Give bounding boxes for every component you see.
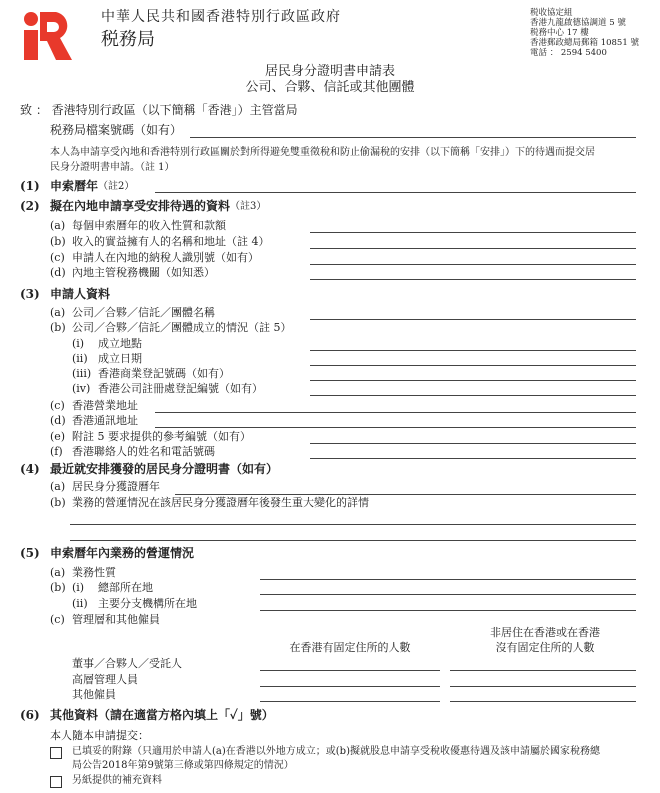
item-key: (a)	[50, 480, 66, 493]
nonresident-count-field[interactable]	[450, 701, 636, 702]
input-line[interactable]	[310, 248, 636, 249]
item-label: 主要分支機構所在地	[98, 597, 197, 610]
input-line[interactable]	[155, 427, 636, 428]
item-label: 每個申索曆年的收入性質和款額	[72, 219, 226, 232]
item-key: (i)	[72, 337, 85, 350]
section-title: 申索曆年內業務的營運情況	[50, 546, 195, 560]
section-title: 申索曆年	[50, 179, 99, 193]
option-label: 另紙提供的補充資料	[72, 775, 162, 786]
option-label: 已填妥的附錄（只適用於申請人(a)在香港以外地方成立；或(b)擬就股息申請享受稅收優惠待遇及該申請屬於國家稅務總	[72, 746, 600, 757]
resident-count-field[interactable]	[260, 686, 440, 687]
ird-logo	[20, 10, 72, 60]
section-number: (6)	[20, 708, 40, 722]
section-number: (1)	[20, 179, 40, 193]
item-label: 成立日期	[98, 352, 142, 365]
item-label: 成立地點	[98, 337, 142, 350]
item-key: (b)	[50, 496, 66, 509]
item-label: 香港公司註冊處登記編號（如有）	[98, 382, 263, 395]
input-line[interactable]	[310, 458, 636, 459]
item-key: (f)	[50, 445, 63, 458]
form-subtitle: 公司、合夥、信託或其他團體	[245, 80, 415, 95]
input-line[interactable]	[260, 594, 636, 595]
file-no-field[interactable]	[190, 137, 636, 138]
item-label: 公司／合夥／信託／團體名稱	[72, 306, 215, 319]
item-label: 公司／合夥／信託／團體成立的情況（註 5）	[72, 321, 292, 334]
claim-year-field[interactable]	[155, 192, 636, 193]
staff-row-label: 高層管理人員	[72, 673, 138, 686]
item-key: (a)	[50, 306, 66, 319]
resident-count-field[interactable]	[260, 701, 440, 702]
item-key: (ii)	[72, 597, 88, 610]
item-key: (i)	[72, 581, 85, 594]
item-key: (c)	[50, 399, 65, 412]
item-key: (ii)	[72, 352, 88, 365]
item-label: 附註 5 要求提供的參考編號（如有）	[72, 430, 251, 443]
staff-row-label: 其他僱員	[72, 688, 116, 701]
section-number: (3)	[20, 287, 40, 301]
item-label: 總部所在地	[98, 581, 153, 594]
form-title: 居民身分證明書申請表	[264, 64, 396, 79]
supplementary-checkbox[interactable]	[50, 776, 62, 788]
input-line[interactable]	[310, 232, 636, 233]
note: （註3）	[230, 201, 267, 212]
input-line[interactable]	[175, 494, 636, 495]
item-label: 內地主管稅務機關（如知悉）	[72, 266, 215, 279]
item-label: 香港通訊地址	[72, 414, 138, 427]
item-key: (a)	[50, 219, 66, 232]
item-key: (b)	[50, 321, 66, 334]
input-line[interactable]	[260, 610, 636, 611]
resident-count-field[interactable]	[260, 670, 440, 671]
input-line[interactable]	[70, 540, 636, 541]
input-line[interactable]	[310, 380, 636, 381]
input-line[interactable]	[310, 443, 636, 444]
input-line[interactable]	[310, 395, 636, 396]
column-header: 沒有固定住所的人數	[495, 641, 595, 654]
addressee: 致 ： 香港特別行政區（以下簡稱「香港」）主管當局	[20, 103, 298, 117]
section-number: (4)	[20, 462, 40, 476]
input-line[interactable]	[310, 365, 636, 366]
column-header: 在香港有固定住所的人數	[289, 641, 411, 654]
item-label: 申請人在內地的納稅人識別號（如有）	[72, 251, 259, 264]
item-key: (a)	[50, 566, 66, 579]
item-label: 居民身分獲證曆年	[72, 480, 160, 493]
section-title: 最近就安排獲發的居民身分證明書（如有）	[50, 462, 279, 476]
item-label: 香港商業登記號碼（如有）	[98, 367, 230, 380]
note: （註2）	[98, 181, 135, 192]
item-key: (iii)	[72, 367, 92, 380]
input-line[interactable]	[310, 279, 636, 280]
item-label: 收入的實益擁有人的名稱和地址（註 4）	[72, 235, 270, 248]
option-label: 局公告2018年第9號第三條或第四條規定的情況）	[72, 760, 294, 771]
item-label: 本人隨本申請提交：	[50, 729, 149, 742]
item-key: (b)	[50, 581, 66, 594]
item-key: (d)	[50, 414, 66, 427]
item-key: (c)	[50, 613, 65, 626]
item-key: (iv)	[72, 382, 91, 395]
nonresident-count-field[interactable]	[450, 670, 636, 671]
input-line[interactable]	[70, 524, 636, 525]
appendix-checkbox[interactable]	[50, 747, 62, 759]
item-key: (d)	[50, 266, 66, 279]
input-line[interactable]	[310, 319, 636, 320]
item-key: (b)	[50, 235, 66, 248]
gov-name: 中華人民共和國香港特別行政區政府	[101, 9, 341, 25]
section-title: 擬在內地申請享受安排待遇的資料	[50, 199, 231, 213]
item-label: 香港聯絡人的姓名和電話號碼	[72, 445, 215, 458]
input-line[interactable]	[310, 264, 636, 265]
input-line[interactable]	[155, 412, 636, 413]
staff-row-label: 董事／合夥人／受託人	[72, 657, 182, 670]
input-line[interactable]	[260, 579, 636, 580]
item-label: 管理層和其他僱員	[72, 613, 160, 626]
section-number: (2)	[20, 199, 40, 213]
item-key: (c)	[50, 251, 65, 264]
item-label: 業務性質	[72, 566, 116, 579]
item-label: 業務的營運情況在該居民身分獲證曆年後發生重大變化的詳情	[72, 496, 369, 509]
item-label: 香港營業地址	[72, 399, 138, 412]
section-title: 申請人資料	[50, 287, 111, 301]
address-block: 税收協定組 香港九龍啟德協調道 5 號 税務中心 17 樓 香港郵政總局郵箱 10851 號 電話 ： 2594 5400	[530, 8, 639, 58]
section-title: 其他資料（請在適當方格內填上「✓」號）	[50, 708, 274, 722]
nonresident-count-field[interactable]	[450, 686, 636, 687]
input-line[interactable]	[310, 350, 636, 351]
section-number: (5)	[20, 546, 40, 560]
dept-name: 税務局	[101, 29, 155, 50]
column-header: 非居住在香港或在香港	[490, 626, 600, 639]
declaration: 本人為申請享受內地和香港特別行政區關於對所得避免雙重徵稅和防止偷漏稅的安排（以下簡稱「安排」）下的待遇而提交居	[50, 147, 595, 158]
item-key: (e)	[50, 430, 66, 443]
file-no-label: 税務局檔案號碼（如有）	[50, 123, 183, 137]
form-page: 中華人民共和國香港特別行政區政府 税務局 税收協定組 香港九龍啟德協調道 5 號 税務中心 17 樓 香港郵政總局郵箱 10851 號 電話 ： 2594 5400 居民身分證明書申請表 公司、合夥、信託或其他團體 致 ： 香港特別行政區（以下簡稱「香港」）主管當局 税務局檔案號碼（如有） 本人為申請享受內地和香港特別行政區關於對所得避免雙重徵稅和防止偷漏稅的安排（以下簡稱「安排」）下的待遇而提交居 民身分證明書申請。（註 1） (1) 申索曆年 （註2） (2) 擬在內地申請享受安排待遇的資料 （註3） (a) 每個申索曆年的收入性質和款額 (b) 收入的實益擁有人的名稱和地址（註 4） (c) 申請人在內地的納稅人識別號（如有） (d) 內地主管稅務機關（如知悉） (3) 申請人資料 (a) 公司／合夥／信託／團體名稱 (b) 公司／合夥／信託／團體成立的情況（註 5） (i) 成立地點 (ii) 成立日期 (iii) 香港商業登記號碼（如有） (iv) 香港公司註冊處登記編號（如有） (c) 香港營業地址 (d) 香港通訊地址 (e) 附註 5 要求提供的參考編號（如有） (f) 香港聯絡人的姓名和電話號碼 (4) 最近就安排獲發的居民身分證明書（如有） (a) 居民身分獲證曆年 (b) 業務的營運情況在該居民身分獲證曆年後發生重大變化的詳情 (5) 申索曆年內業務的營運情況 (a) 業務性質 (b) (i) 總部所在地 (ii) 主要分支機構所在地 (c) 管理層和其他僱員 在香港有固定住所的人數 非居住在香港或在香港 沒有固定住所的人數 董事／合夥人／受託人 高層管理人員 其他僱員 (6) 其他資料（請在適當方格內填上「✓」號） 本人隨本申請提交： 已填妥的附錄（只適用於申請人(a)在香港以外地方成立；或(b)擬就股息申請享受稅收優惠待遇及該申請屬於國家稅務總 局公告2018年第9號第三條或第四條規定的情況） 另紙提供的補充資料	[0, 0, 660, 793]
